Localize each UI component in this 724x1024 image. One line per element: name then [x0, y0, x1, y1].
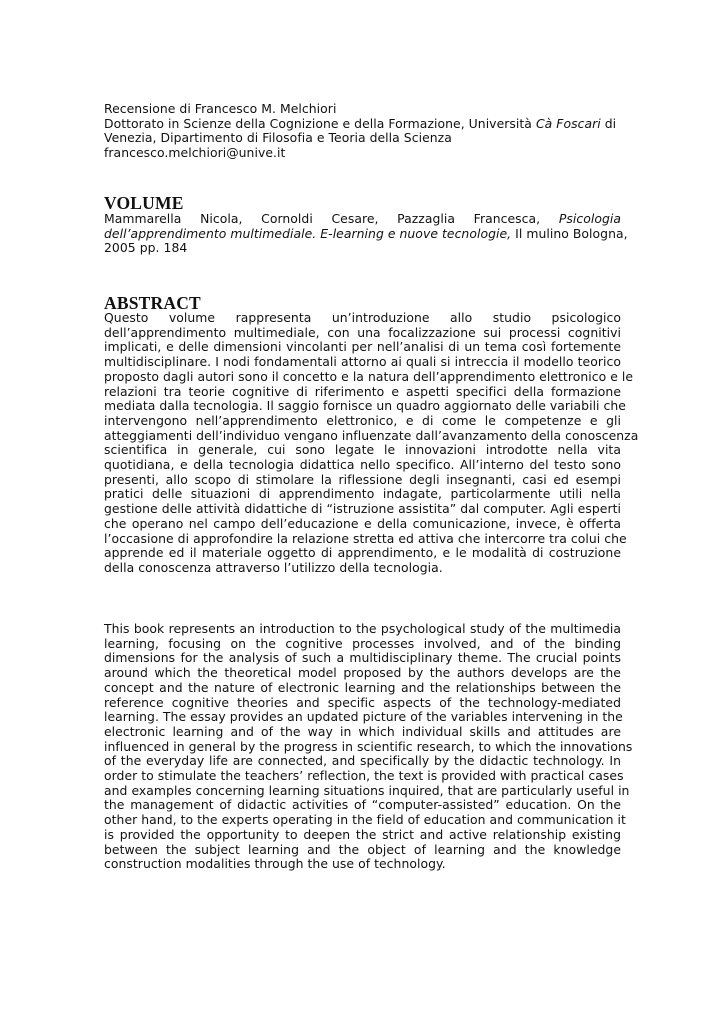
abstract-english-line: This book represents an introduction to the psychological study of the multimedia — [104, 621, 621, 636]
abstract-english-line: and examples concerning learning situations inquired, that are particularly useful in — [104, 782, 630, 798]
abstract-italian-line: presenti, allo scopo di stimolare la riflessione degli insegnanti, casi ed esempi — [104, 471, 621, 487]
abstract-italian-line: relazioni tra teorie cognitive di riferimento e aspetti specifici della formazione — [104, 383, 621, 399]
abstract-english-line: dimensions for the analysis of such a multidisciplinary theme. The crucial points — [104, 650, 621, 666]
volume-line-1 — [104, 212, 621, 227]
volume-reference — [104, 211, 628, 256]
volume-title-start: Psicologia — [558, 211, 621, 226]
reviewer-department: Venezia, Dipartimento di Filosofia e Teoria della Scienza — [104, 130, 452, 146]
abstract-english-line: around which the theoretical model proposed by the authors develops are the — [104, 665, 621, 681]
abstract-english-line: is provided the opportunity to deepen the strict and active relationship existing — [104, 826, 621, 842]
abstract-italian-line: scientifica in generale, cui sono legate le innovazioni introdotte nella vita — [104, 442, 621, 458]
abstract-heading: ABSTRACT — [104, 293, 201, 313]
abstract-italian-line: quotidiana, e della tecnologia didattica nello specifico. All’interno del testo sono — [104, 457, 621, 473]
abstract-english-line: the management of didactic activities of “computer-assisted” education. On the — [104, 797, 621, 813]
volume-title-end: dell’apprendimento multimediale. E-learning e nuove tecnologie, — [104, 225, 512, 241]
abstract-english-line: learning, focusing on the cognitive processes involved, and of the binding — [104, 635, 621, 651]
abstract-english-line: electronic learning and of the way in which individual skills and attitudes are — [104, 723, 621, 739]
abstract-english — [104, 621, 633, 872]
abstract-english-line: order to stimulate the teachers’ reflection, the text is provided with practical cases — [104, 768, 624, 784]
reviewer-name: Recensione di Francesco M. Melchiori — [104, 101, 337, 116]
university-name: Cà Foscari — [535, 115, 601, 131]
abstract-english-line: of the everyday life are connected, and specifically by the didactic technology. In — [104, 753, 621, 769]
abstract-italian-line: l’occasione di approfondire la relazione stretta ed attiva che intercorre tra colui che — [104, 530, 627, 546]
abstract-english-line: construction modalities through the use of technology. — [104, 856, 446, 872]
abstract-english-line: between the subject learning and the object of learning and the knowledge — [104, 841, 621, 857]
abstract-english-line: other hand, to the experts operating in the field of education and communication it — [104, 812, 626, 828]
abstract-english-line: learning. The essay provides an updated picture of the variables intervening in the — [104, 709, 623, 725]
abstract-italian-line: intervengono nell’apprendimento elettronico, e di come le competenze e gli — [104, 412, 621, 428]
abstract-italian — [104, 310, 639, 576]
abstract-italian-line: proposto dagli autori sono il concetto e la natura dell’apprendimento elettronico e le — [104, 368, 634, 384]
volume-publisher: Il mulino Bologna, — [511, 225, 628, 241]
affiliation-prefix: Dottorato in Scienze della Cognizione e della Formazione, Università — [104, 115, 536, 131]
abstract-italian-line: gestione delle attività didattiche di “istruzione assistita” dal computer. Agli esperti — [104, 501, 621, 517]
reviewer-info — [104, 102, 621, 161]
affiliation-suffix: di — [600, 115, 617, 131]
abstract-italian-line: multidisciplinare. I nodi fondamentali attorno ai quali si intreccia il modello teorico — [104, 354, 621, 370]
volume-line-3: 2005 pp. 184 — [104, 240, 188, 256]
abstract-italian-line: della conoscenza attraverso l’utilizzo della tecnologia. — [104, 559, 443, 575]
volume-heading: VOLUME — [104, 193, 184, 213]
abstract-italian-line: implicati, e delle dimensioni vincolanti per nell’analisi di un tema così fortemente — [104, 339, 621, 355]
abstract-italian-line: mediata dalla tecnologia. Il saggio fornisce un quadro aggiornato delle variabili che — [104, 398, 626, 414]
abstract-italian-line: atteggiamenti dell’individuo vengano influenzate dall’avanzamento della conoscenza — [104, 427, 639, 443]
volume-line-2 — [104, 225, 628, 242]
abstract-italian-line: che operano nel campo dell’educazione e della comunicazione, invece, è offerta — [104, 515, 621, 531]
volume-authors: Mammarella Nicola, Cornoldi Cesare, Pazzaglia Francesca, — [104, 211, 541, 226]
abstract-italian-line: apprende ed il materiale oggetto di apprendimento, e le modalità di costruzione — [104, 545, 621, 561]
reviewer-affiliation — [104, 117, 621, 132]
abstract-italian-line: pratici delle situazioni di apprendimento indagate, particolarmente utili nella — [104, 486, 621, 502]
abstract-english-line: influenced in general by the progress in scientific research, to which the innovations — [104, 738, 633, 754]
abstract-italian-line: Questo volume rappresenta un’introduzione allo studio psicologico — [104, 310, 621, 325]
abstract-english-line: reference cognitive theories and specific aspects of the technology-mediated — [104, 694, 621, 710]
abstract-italian-line: dell’apprendimento multimediale, con una focalizzazione sui processi cognitivi — [104, 324, 621, 340]
reviewer-email[interactable]: francesco.melchiori@unive.it — [104, 145, 286, 161]
abstract-english-line: concept and the nature of electronic learning and the relationships between the — [104, 679, 621, 695]
